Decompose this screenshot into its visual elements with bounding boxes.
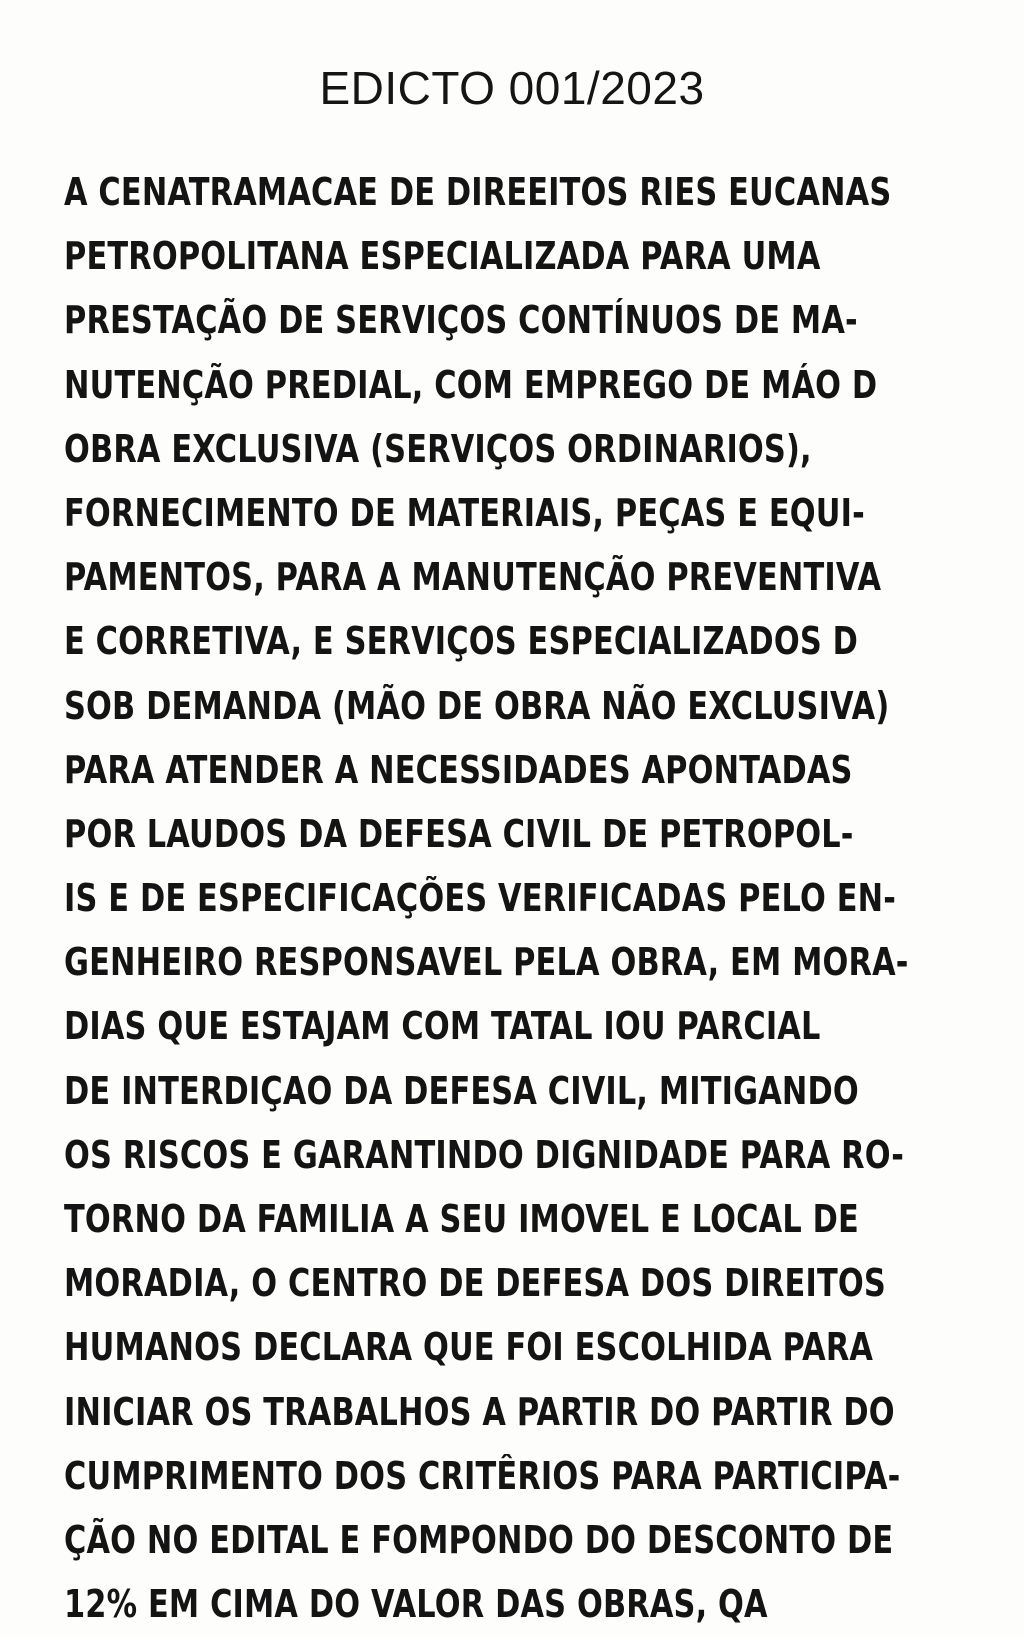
body-line: PARA ATENDER A NECESSIDADES APONTADAS — [64, 747, 853, 792]
body-line: E CORRETIVA, E SERVIÇOS ESPECIALIZADOS D — [64, 619, 859, 664]
document-body — [64, 160, 994, 1636]
body-line: PAMENTOS, PARA A MANUTENÇÃO PREVENTIVA — [64, 555, 882, 600]
body-line: 12% EM CIMA DO VALOR DAS OBRAS, QA — [64, 1582, 768, 1627]
body-line: OBRA EXCLUSIVA (SERVIÇOS ORDINARIOS), — [64, 426, 812, 471]
body-line: DE INTERDIÇAO DA DEFESA CIVIL, MITIGANDO — [64, 1068, 859, 1113]
body-line: POR LAUDOS DA DEFESA CIVIL DE PETROPOL- — [64, 811, 854, 856]
document-title: EDICTO 001/2023 — [319, 62, 705, 114]
body-line: PETROPOLITANA ESPECIALIZADA PARA UMA — [64, 234, 821, 279]
body-line: ÇÃO NO EDITAL E FOMPONDO DO DESCONTO DE — [64, 1517, 894, 1562]
body-line: INICIAR OS TRABALHOS A PARTIR DO PARTIR DO — [64, 1389, 895, 1434]
body-line: MORADIA, O CENTRO DE DEFESA DOS DIREITOS — [64, 1261, 886, 1306]
body-line: DIAS QUE ESTAJAM COM TATAL IOU PARCIAL — [64, 1004, 821, 1049]
body-line: PRESTAÇÃO DE SERVIÇOS CONTÍNUOS DE MA- — [64, 298, 858, 343]
body-line: TORNO DA FAMILIA A SEU IMOVEL E LOCAL DE — [64, 1197, 859, 1241]
body-line: NUTENÇÃO PREDIAL, COM EMPREGO DE MÁO D — [64, 362, 878, 407]
body-line: GENHEIRO RESPONSAVEL PELA OBRA, EM MORA- — [64, 940, 909, 985]
body-line: A CENATRAMACAE DE DIREEITOS RIES EUCANAS — [64, 170, 892, 214]
body-line: FORNECIMENTO DE MATERIAIS, PEÇAS E EQUI- — [64, 490, 865, 535]
body-line: CUMPRIMENTO DOS CRITÊRIOS PARA PARTICIPA- — [64, 1453, 901, 1498]
body-line: OS RISCOS E GARANTINDO DIGNIDADE PARA RO- — [64, 1132, 905, 1177]
body-line: SOB DEMANDA (MÃO DE OBRA NÃO EXCLUSIVA) — [64, 683, 890, 728]
body-line: IS E DE ESPECIFICAÇÕES VERIFICADAS PELO EN- — [64, 876, 896, 921]
body-line: HUMANOS DECLARA QUE FOI ESCOLHIDA PARA — [64, 1325, 874, 1370]
